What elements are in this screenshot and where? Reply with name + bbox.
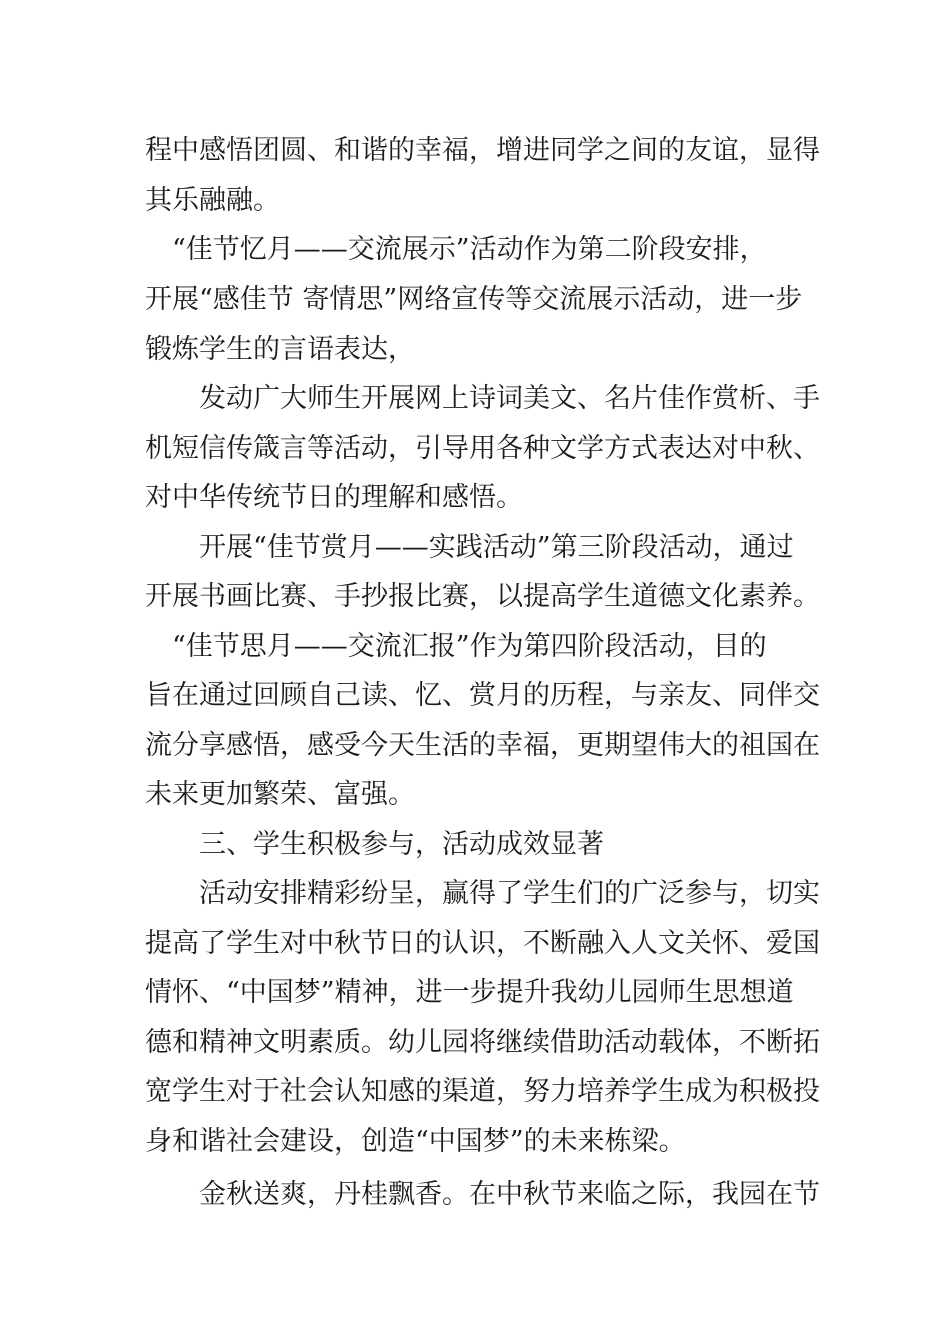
text-line: 德和精神文明素质。幼儿园将继续借助活动载体，不断拓: [145, 1027, 820, 1058]
paragraph-first-line: 开展“佳节赏月——实践活动”第三阶段活动，通过: [199, 532, 794, 563]
text-line: 旨在通过回顾自己读、忆、赏月的历程，与亲友、同伴交: [145, 680, 820, 711]
text-line: 流分享感悟，感受今天生活的幸福，更期望伟大的祖国在: [145, 730, 820, 761]
paragraph-first-line: “佳节思月——交流汇报”作为第四阶段活动，目的: [172, 631, 767, 662]
paragraph-first-line: 金秋送爽，丹桂飘香。在中秋节来临之际，我园在节: [199, 1179, 820, 1210]
text-line: 程中感悟团圆、和谐的幸福，增进同学之间的友谊，显得: [145, 135, 820, 166]
paragraph-first-line: “佳节忆月——交流展示”活动作为第二阶段安排，: [172, 234, 767, 265]
text-line: 机短信传箴言等活动，引导用各种文学方式表达对中秋、: [145, 433, 820, 464]
text-line: 开展书画比赛、手抄报比赛，以提高学生道德文化素养。: [145, 581, 820, 612]
text-line: 锻炼学生的言语表达，: [145, 334, 415, 365]
paragraph-first-line: 活动安排精彩纷呈，赢得了学生们的广泛参与，切实: [199, 878, 820, 909]
text-line: 身和谐社会建设，创造“中国梦”的未来栋梁。: [145, 1126, 686, 1157]
text-line: 开展“感佳节 寄情思”网络宣传等交流展示活动，进一步: [145, 284, 803, 315]
text-line: 情怀、“中国梦”精神，进一步提升我幼儿园师生思想道: [145, 977, 794, 1008]
paragraph-first-line: 发动广大师生开展网上诗词美文、名片佳作赏析、手: [199, 383, 820, 414]
text-line: 对中华传统节日的理解和感悟。: [145, 482, 523, 513]
text-line: 宽学生对于社会认知感的渠道，努力培养学生成为积极投: [145, 1076, 820, 1107]
text-line: 提高了学生对中秋节日的认识，不断融入人文关怀、爱国: [145, 928, 820, 959]
section-heading: 三、学生积极参与，活动成效显著: [199, 829, 604, 860]
text-line: 未来更加繁荣、富强。: [145, 779, 415, 810]
text-line: 其乐融融。: [145, 185, 280, 216]
